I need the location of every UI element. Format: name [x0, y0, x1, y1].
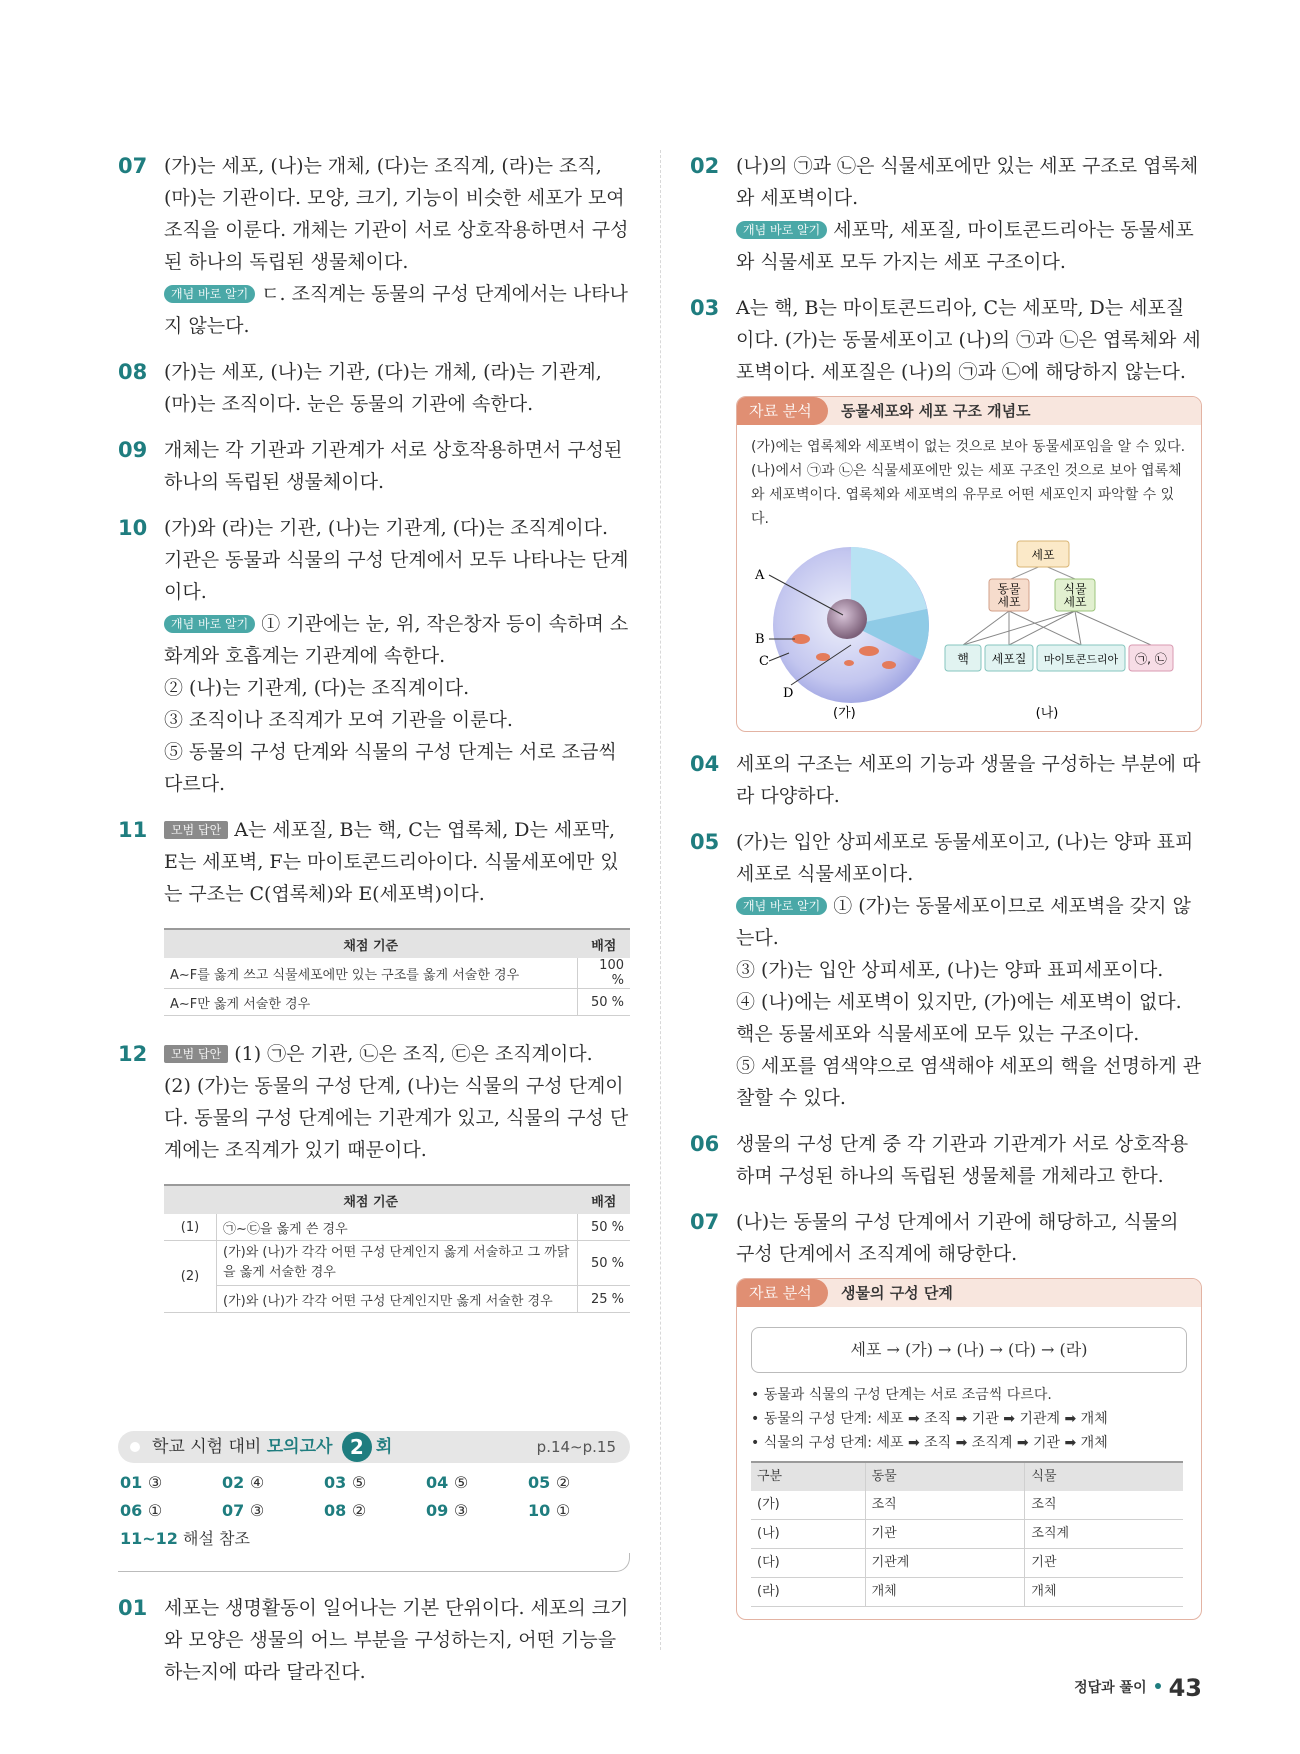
panel-tag: 자료 분석: [737, 397, 828, 425]
answer-04: [690, 748, 1202, 812]
answer-text: 개체는 각 기관과 기관계가 서로 상호작용하면서 구성된 하나의 독립된 생물체이다.: [164, 439, 623, 493]
points-cell: 50 %: [578, 1241, 631, 1286]
concept-note: ③ (가)는 입안 상피세포, (나)는 양파 표피세포이다.: [736, 959, 1164, 981]
bullet-item: • 동물의 구성 단계: 세포 ➡ 조직 ➡ 기관 ➡ 기관계 ➡ 개체: [751, 1411, 1108, 1427]
node-mitochondria: 마이토콘드리아: [1043, 653, 1119, 666]
question-number: 05: [690, 830, 720, 854]
answer-05: [690, 826, 1202, 1114]
model-answer-badge: 모범 답안: [164, 1045, 228, 1063]
concept-note: ① 기관에는 눈, 위, 작은창자 등이 속하며 소화계와 호흡계는 기관계에 속한다.: [164, 613, 629, 667]
data-analysis-panel: [736, 396, 1202, 732]
level-table: [751, 1461, 1183, 1607]
mock-note: 11~12 해설 참조: [120, 1529, 250, 1548]
scoring-table: [164, 928, 630, 1016]
column-divider: [660, 150, 661, 1650]
criteria-cell: (가)와 (나)가 각각 어떤 구성 단계인지만 옳게 서술한 경우: [217, 1286, 578, 1313]
answer-item: 02 ④: [222, 1473, 265, 1492]
node-animal-2: 세포: [997, 595, 1021, 609]
panel-text: (가)에는 엽록체와 세포벽이 없는 것으로 보아 동물세포임을 알 수 있다. (나)에서 ㉠과 ㉡은 식물세포에만 있는 세포 구조인 것으로 보아 엽록체와 세포벽이다. 엽록체와 세포벽의 유무로 어떤 세포인지 파악할 수 있다.: [751, 439, 1186, 527]
concept-map: [945, 541, 1173, 721]
answer-01: [118, 1592, 630, 1688]
answer-text: A는 세포질, B는 핵, C는 엽록체, D는 세포막, E는 세포벽, F는 마이토콘드리아이다. 식물세포에만 있는 구조는 C(엽록체)와 E(세포벽)이다.: [164, 819, 619, 905]
question-number: 09: [118, 438, 148, 462]
left-column: [118, 150, 630, 1702]
mock-exam-header: [118, 1431, 630, 1463]
question-number: 07: [690, 1210, 720, 1234]
question-number: 08: [118, 360, 148, 384]
answer-item: 06 ①: [120, 1501, 163, 1520]
answer-12: [118, 1038, 630, 1166]
level-flow: 세포 → (가) → (나) → (다) → (라): [751, 1327, 1187, 1373]
criteria-cell: A∼F만 옳게 서술한 경우: [164, 989, 578, 1016]
concept-badge: 개념 바로 알기: [164, 285, 255, 303]
answer-item: 10 ①: [528, 1501, 571, 1520]
bullet-item: • 동물과 식물의 구성 단계는 서로 조금씩 다르다.: [751, 1387, 1052, 1403]
concept-note: ㄷ. 조직계는 동물의 구성 단계에서는 나타나지 않는다.: [164, 283, 628, 337]
mock-pages: p.14∼p.15: [536, 1438, 616, 1456]
answer-item: 03 ⑤: [324, 1473, 367, 1492]
answer-item: 08 ②: [324, 1501, 367, 1520]
table-header: 동물: [865, 1462, 1025, 1491]
answer-10: [118, 512, 630, 800]
answer-text: A는 핵, B는 마이토콘드리아, C는 세포막, D는 세포질이다. (가)는 동물세포이고 (나)의 ㉠과 ㉡은 엽록체와 세포벽이다. 세포질은 (나)의 ㉠과 ㉡에 해당하지 않는다.: [736, 297, 1201, 383]
points-cell: 50 %: [578, 989, 631, 1016]
bullet-icon: [130, 1442, 140, 1452]
answer-06: [690, 1128, 1202, 1192]
model-answer-badge: 모범 답안: [164, 821, 228, 839]
mock-exam-answers: [118, 1431, 630, 1572]
panel-title: 동물세포와 세포 구조 개념도: [841, 402, 1031, 420]
answer-text: (가)는 입안 상피세포로 동물세포이고, (나)는 양파 표피세포로 식물세포이다.: [736, 831, 1194, 885]
concept-note: ② (나)는 기관계, (다)는 조직계이다.: [164, 677, 470, 699]
data-analysis-panel: [736, 1278, 1202, 1620]
answer-text: (나)의 ㉠과 ㉡은 식물세포에만 있는 세포 구조로 엽록체와 세포벽이다.: [736, 155, 1199, 209]
label-a: A: [755, 568, 765, 583]
answer-text: (가)와 (라)는 기관, (나)는 기관계, (다)는 조직계이다. 기관은 동물과 식물의 구성 단계에서 모두 나타나는 단계이다.: [164, 517, 629, 603]
panel-title: 생물의 구성 단계: [841, 1284, 953, 1302]
concept-note: ⑤ 동물의 구성 단계와 식물의 구성 단계는 서로 조금씩 다르다.: [164, 741, 617, 795]
scoring-header: 채점 기준: [164, 1185, 578, 1214]
answer-text: 세포는 생명활동이 일어나는 기본 단위이다. 세포의 크기와 모양은 생물의 어느 부분을 구성하는지, 어떤 기능을 하는지에 따라 달라진다.: [164, 1597, 629, 1683]
mock-round: 2: [342, 1432, 372, 1462]
table-row: (다) 기관계 기관: [751, 1549, 1183, 1578]
mock-prefix: 학교 시험 대비: [152, 1437, 262, 1457]
footer-dot: [1155, 1683, 1161, 1689]
page-number: 43: [1168, 1674, 1202, 1702]
answer-02: [690, 150, 1202, 278]
points-header: 배점: [578, 929, 631, 958]
node-cell: 세포: [1031, 548, 1055, 562]
question-number: 01: [118, 1596, 148, 1620]
mock-border: [118, 1553, 630, 1572]
panel-tag: 자료 분석: [737, 1279, 828, 1307]
table-header: 구분: [751, 1462, 865, 1491]
row-number: (2): [164, 1241, 217, 1313]
criteria-cell: ㉠∼㉢을 옳게 쓴 경우: [217, 1214, 578, 1241]
question-number: 03: [690, 296, 720, 320]
answer-item: 09 ③: [426, 1501, 469, 1520]
answer-text: (가)는 세포, (나)는 개체, (다)는 조직계, (라)는 조직, (마)는 기관이다. 모양, 크기, 기능이 비슷한 세포가 모여 조직을 이룬다. 개체는 기관이 서로 상호작용하면서 구성된 하나의 독립된 생물체이다.: [164, 155, 629, 273]
row-number: (1): [164, 1214, 217, 1241]
scoring-header: 채점 기준: [164, 929, 578, 958]
answer-item: 01 ③: [120, 1473, 163, 1492]
scoring-table: [164, 1184, 630, 1313]
node-cytoplasm: 세포질: [991, 652, 1027, 666]
question-number: 04: [690, 752, 720, 776]
bullet-item: • 식물의 구성 단계: 세포 ➡ 조직 ➡ 조직계 ➡ 기관 ➡ 개체: [751, 1435, 1108, 1451]
question-number: 07: [118, 154, 148, 178]
node-nucleus: 핵: [957, 652, 969, 666]
answer-text: 세포의 구조는 세포의 기능과 생물을 구성하는 부분에 따라 다양하다.: [736, 753, 1201, 807]
answer-07: [118, 150, 630, 342]
answer-03: [690, 292, 1202, 388]
caption-na: (나): [1035, 706, 1059, 721]
criteria-cell: (가)와 (나)가 각각 어떤 구성 단계인지 옳게 서술하고 그 까닭을 옳게 서술한 경우: [217, 1241, 578, 1286]
answer-11: [118, 814, 630, 910]
caption-ga: (가): [833, 706, 856, 721]
points-header: 배점: [578, 1185, 631, 1214]
question-number: 12: [118, 1042, 148, 1066]
page-footer: [1074, 1674, 1202, 1702]
node-plant-1: 식물: [1063, 582, 1087, 596]
concept-badge: 개념 바로 알기: [736, 897, 827, 915]
table-header: 식물: [1025, 1462, 1183, 1491]
concept-badge: 개념 바로 알기: [164, 615, 255, 633]
answer-08: [118, 356, 630, 420]
node-plant-2: 세포: [1063, 595, 1087, 609]
cell-diagram: [751, 535, 1187, 725]
criteria-cell: A∼F를 옳게 쓰고 식물세포에만 있는 구조를 옳게 서술한 경우: [164, 958, 578, 989]
node-animal-1: 동물: [997, 582, 1021, 596]
answer-item: 07 ③: [222, 1501, 265, 1520]
label-b: B: [755, 632, 765, 647]
mock-suffix: 회: [375, 1437, 393, 1457]
right-column: [690, 150, 1202, 1636]
answer-09: [118, 434, 630, 498]
answer-text: (2) (가)는 동물의 구성 단계, (나)는 식물의 구성 단계이다. 동물의 구성 단계에는 기관계가 있고, 식물의 구성 단계에는 조직계가 있기 때문이다.: [164, 1075, 629, 1161]
answer-text: 생물의 구성 단계 중 각 기관과 기관계가 서로 상호작용하며 구성된 하나의 독립된 생물체를 개체라고 한다.: [736, 1133, 1189, 1187]
answer-item: 05 ②: [528, 1473, 571, 1492]
answer-text: (1) ㉠은 기관, ㉡은 조직, ㉢은 조직계이다.: [234, 1043, 593, 1065]
points-cell: 50 %: [578, 1214, 631, 1241]
concept-note: ① (가)는 동물세포이므로 세포벽을 갖지 않는다.: [736, 895, 1191, 949]
table-row: (가) 조직 조직: [751, 1491, 1183, 1520]
question-number: 11: [118, 818, 148, 842]
concept-note: ③ 조직이나 조직계가 모여 기관을 이룬다.: [164, 709, 513, 731]
label-c: C: [759, 654, 769, 669]
answer-grid: [118, 1463, 630, 1525]
answer-item: 04 ⑤: [426, 1473, 469, 1492]
question-number: 10: [118, 516, 148, 540]
footer-label: 정답과 풀이: [1074, 1680, 1147, 1696]
concept-badge: 개념 바로 알기: [736, 221, 827, 239]
table-row: (라) 개체 개체: [751, 1578, 1183, 1607]
answer-text: (나)는 동물의 구성 단계에서 기관에 해당하고, 식물의 구성 단계에서 조직계에 해당한다.: [736, 1211, 1179, 1265]
label-d: D: [783, 686, 794, 701]
mock-title: 모의고사: [266, 1437, 333, 1457]
points-cell: 100 %: [578, 958, 631, 989]
concept-note: ⑤ 세포를 염색약으로 염색해야 세포의 핵을 선명하게 관찰할 수 있다.: [736, 1055, 1202, 1109]
question-number: 02: [690, 154, 720, 178]
node-symbols: ㉠, ㉡: [1135, 652, 1167, 666]
concept-note: 세포막, 세포질, 마이토콘드리아는 동물세포와 식물세포 모두 가지는 세포 구조이다.: [736, 219, 1194, 273]
question-number: 06: [690, 1132, 720, 1156]
animal-cell-illustration: [754, 547, 929, 721]
concept-note: ④ (나)에는 세포벽이 있지만, (가)에는 세포벽이 없다. 핵은 동물세포와 식물세포에 모두 있는 구조이다.: [736, 991, 1182, 1045]
table-row: (나) 기관 조직계: [751, 1520, 1183, 1549]
answer-07-right: [690, 1206, 1202, 1270]
points-cell: 25 %: [578, 1286, 631, 1313]
answer-text: (가)는 세포, (나)는 기관, (다)는 개체, (라)는 기관계, (마)는 조직이다. 눈은 동물의 기관에 속한다.: [164, 361, 602, 415]
